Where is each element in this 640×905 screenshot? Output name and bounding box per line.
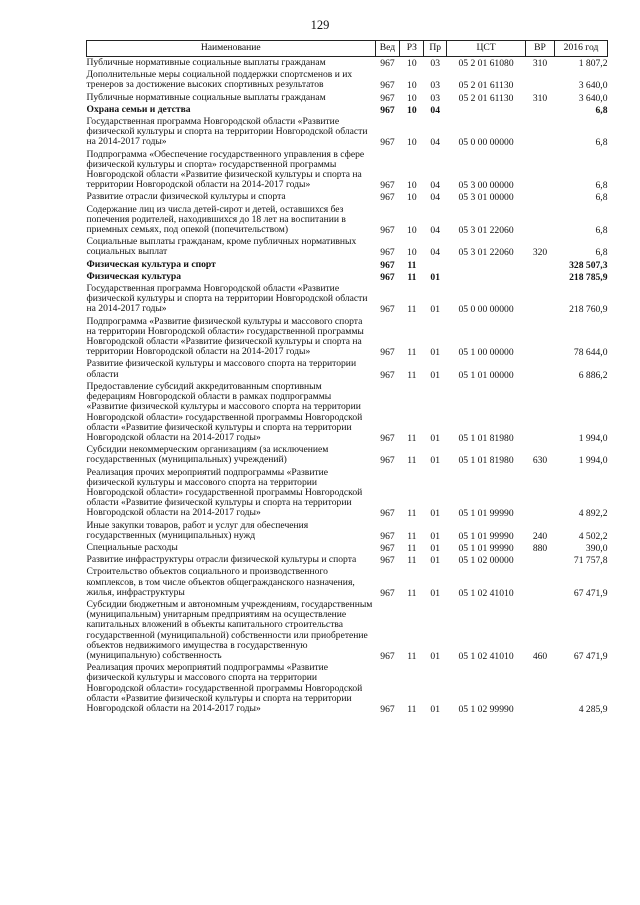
- table-row: [87, 566, 608, 599]
- cell-cst: 05 1 02 41010: [458, 650, 514, 662]
- cell-vr: [525, 149, 554, 192]
- cell-cst: 05 1 01 81980: [458, 455, 514, 467]
- table-row: [87, 191, 608, 203]
- table-row: [87, 316, 608, 359]
- table-row: [87, 542, 608, 554]
- cell-cst: 05 1 02 41010: [458, 587, 514, 599]
- cell-ved: 967: [380, 225, 395, 237]
- cell-vr: [525, 104, 554, 116]
- cell-pr: 04: [430, 192, 440, 204]
- cell-name: Содержание лиц из числа детей-сирот и детей, оставшихся без попечения родителей, находившихся до 18 лет на воспитании в приемных семьях, под опекой (попечительством): [86, 203, 346, 236]
- cell-ved: 967: [380, 247, 395, 259]
- table-row: [87, 381, 608, 444]
- cell-cst: [447, 259, 526, 271]
- cell-cst: [447, 271, 526, 283]
- cell-cst: 05 1 01 99990: [458, 530, 514, 542]
- cell-vr: 320: [532, 247, 548, 259]
- cell-pr: 01: [430, 271, 440, 283]
- cell-rz: 11: [407, 369, 417, 381]
- cell-vr: 240: [532, 530, 548, 542]
- cell-name: Социальные выплаты гражданам, кроме публичных нормативных социальных выплат: [86, 236, 357, 258]
- table-row: [87, 520, 608, 542]
- cell-vr: [525, 283, 554, 316]
- cell-pr: 04: [430, 225, 440, 237]
- cell-sum: 1 807,2: [578, 58, 608, 69]
- cell-sum: 6,8: [595, 104, 608, 116]
- cell-name: Публичные нормативные социальные выплаты гражданам: [86, 57, 326, 68]
- cell-pr: 01: [430, 703, 440, 715]
- cell-name: Специальные расходы: [86, 541, 178, 553]
- cell-rz: 11: [407, 542, 417, 554]
- cell-rz: 11: [407, 455, 417, 467]
- cell-ved: 967: [380, 432, 395, 444]
- cell-sum: 67 471,9: [573, 650, 608, 662]
- cell-sum: 6,8: [595, 247, 608, 259]
- header-ved: Вед: [375, 41, 400, 57]
- cell-cst: 05 2 01 61080: [458, 58, 514, 69]
- header-rz: РЗ: [400, 41, 424, 57]
- cell-ved: 967: [380, 455, 395, 467]
- cell-rz: 11: [407, 587, 417, 599]
- cell-rz: 11: [407, 432, 417, 444]
- cell-sum: 218 760,9: [569, 304, 608, 316]
- cell-pr: 03: [430, 80, 440, 92]
- cell-pr: 04: [430, 247, 440, 259]
- cell-sum: 6,8: [595, 192, 608, 204]
- cell-cst: [447, 104, 526, 116]
- cell-ved: 967: [380, 104, 395, 116]
- table-row: [87, 358, 608, 380]
- cell-rz: 10: [407, 58, 417, 69]
- cell-name: Охрана семьи и детства: [86, 103, 191, 115]
- cell-rz: 11: [407, 271, 417, 283]
- cell-cst: 05 3 00 00000: [458, 180, 514, 192]
- cell-name: Субсидии бюджетным и автономным учреждениям, государственным (муниципальным) унитарным предприятиям на осуществление капитальных вложений в объекты капитального строительства государственной (муниципальной) собственности или приобретение объектов недвижимого имущества в государственную (муниципальную) собственность: [86, 598, 373, 661]
- cell-sum: 71 757,8: [573, 555, 608, 567]
- cell-pr: 03: [430, 92, 440, 104]
- cell-cst: 05 3 01 22060: [458, 247, 514, 259]
- table-row: [87, 149, 608, 192]
- cell-vr: 630: [532, 455, 548, 467]
- cell-ved: 967: [380, 92, 395, 104]
- table-header: [87, 41, 608, 57]
- cell-rz: 10: [407, 104, 417, 116]
- cell-name: Государственная программа Новгородской области «Развитие физической культуры и спорта на территории Новгородской области на 2014-2017 годы»: [86, 116, 368, 148]
- cell-cst: 05 1 02 99990: [458, 703, 514, 715]
- cell-vr: [525, 554, 554, 566]
- table-row: [87, 69, 608, 91]
- cell-sum: 218 785,9: [569, 271, 608, 283]
- cell-rz: 11: [407, 703, 417, 715]
- cell-sum: 78 644,0: [573, 347, 608, 359]
- cell-ved: 967: [380, 58, 395, 69]
- cell-cst: 05 1 01 99990: [458, 508, 514, 520]
- cell-cst: 05 2 01 61130: [458, 80, 514, 92]
- table-row: [87, 467, 608, 520]
- cell-sum: 67 471,9: [573, 587, 608, 599]
- cell-name: Иные закупки товаров, работ и услуг для обеспечения государственных (муниципальных) нужд: [86, 519, 309, 541]
- header-vr: ВР: [525, 41, 554, 57]
- cell-ved: 967: [380, 542, 395, 554]
- cell-ved: 967: [380, 347, 395, 359]
- table-row: [87, 662, 608, 715]
- cell-name: Развитие отрасли физической культуры и спорта: [86, 191, 286, 203]
- cell-sum: 1 994,0: [578, 432, 608, 444]
- cell-cst: 05 1 01 81980: [458, 432, 514, 444]
- cell-rz: 10: [407, 92, 417, 104]
- page-number: 129: [310, 18, 330, 32]
- cell-name: Реализация прочих мероприятий подпрограммы «Развитие физической культуры и массового спорта на территории Новгородской области» государственной программы Новгородской области «Развитие физической культуры и спорта на территории Новгородской области на 2014-2017 годы»: [86, 662, 363, 714]
- cell-vr: [525, 467, 554, 520]
- cell-ved: 967: [380, 192, 395, 204]
- cell-vr: 460: [532, 650, 548, 662]
- table-row: [87, 104, 608, 116]
- cell-pr: 01: [430, 508, 440, 520]
- cell-ved: 967: [380, 508, 395, 520]
- table-row: [87, 57, 608, 70]
- cell-name: Развитие физической культуры и массового спорта на территории области: [86, 358, 357, 380]
- cell-pr: 01: [430, 530, 440, 542]
- cell-cst: 05 0 00 00000: [458, 137, 514, 149]
- cell-name: Субсидии некоммерческим организациям (за исключением государственных (муниципальных) учреждений): [86, 444, 329, 466]
- cell-rz: 11: [407, 347, 417, 359]
- cell-sum: 390,0: [585, 542, 608, 554]
- cell-rz: 10: [407, 80, 417, 92]
- cell-vr: [525, 204, 554, 237]
- cell-sum: 6,8: [595, 225, 608, 237]
- cell-cst: 05 3 01 00000: [458, 192, 514, 204]
- cell-cst: 05 1 02 00000: [458, 555, 514, 567]
- cell-name: Физическая культура: [86, 270, 182, 282]
- cell-sum: 1 994,0: [578, 455, 608, 467]
- table-row: [87, 599, 608, 662]
- cell-ved: 967: [380, 304, 395, 316]
- table-row: [87, 92, 608, 104]
- cell-ved: 967: [380, 271, 395, 283]
- cell-vr: [525, 271, 554, 283]
- table-row: [87, 204, 608, 237]
- cell-cst: 05 1 01 99990: [458, 542, 514, 554]
- header-sum: 2016 год: [555, 41, 608, 57]
- cell-cst: 05 1 01 00000: [458, 369, 514, 381]
- cell-ved: 967: [380, 80, 395, 92]
- cell-sum: 4 892,2: [578, 508, 608, 520]
- cell-pr: 01: [430, 650, 440, 662]
- cell-rz: 11: [407, 555, 417, 567]
- cell-ved: 967: [380, 369, 395, 381]
- cell-name: Физическая культура и спорт: [86, 258, 216, 270]
- cell-rz: 10: [407, 247, 417, 259]
- table-row: [87, 271, 608, 283]
- table-body: [87, 57, 608, 716]
- budget-table: [86, 40, 608, 715]
- cell-pr: 01: [430, 432, 440, 444]
- cell-pr: 01: [430, 587, 440, 599]
- cell-vr: [525, 191, 554, 203]
- cell-sum: 4 285,9: [578, 703, 608, 715]
- cell-pr: 01: [430, 542, 440, 554]
- cell-vr: [525, 259, 554, 271]
- table-row: [87, 444, 608, 466]
- cell-sum: 6,8: [595, 137, 608, 149]
- cell-pr: [424, 259, 447, 271]
- cell-sum: 3 640,0: [578, 92, 608, 104]
- cell-pr: 03: [430, 58, 440, 69]
- cell-rz: 11: [407, 259, 417, 271]
- cell-name: Предоставление субсидий аккредитованным спортивным федерациям Новгородской области в рамках подпрограммы «Развитие физической культуры и массового спорта на территории Новгородской области» государственной программы Новгородской области «Развитие физической культуры и спорта на территории Новгородской области на 2014-2017 годы»: [86, 380, 363, 443]
- cell-rz: 10: [407, 180, 417, 192]
- header-pr: Пр: [424, 41, 447, 57]
- cell-ved: 967: [380, 555, 395, 567]
- cell-cst: 05 3 01 22060: [458, 225, 514, 237]
- cell-rz: 11: [407, 650, 417, 662]
- cell-ved: 967: [380, 530, 395, 542]
- cell-cst: 05 0 00 00000: [458, 304, 514, 316]
- cell-rz: 11: [407, 508, 417, 520]
- table-row: [87, 259, 608, 271]
- cell-pr: 01: [430, 555, 440, 567]
- cell-ved: 967: [380, 259, 395, 271]
- cell-pr: 04: [430, 137, 440, 149]
- cell-vr: 880: [532, 542, 548, 554]
- cell-vr: [525, 566, 554, 599]
- table-row: [87, 554, 608, 566]
- cell-vr: [525, 69, 554, 91]
- cell-sum: 6,8: [595, 180, 608, 192]
- cell-vr: [525, 116, 554, 149]
- cell-pr: 04: [430, 180, 440, 192]
- cell-vr: 310: [532, 58, 548, 69]
- cell-cst: 05 2 01 61130: [458, 92, 514, 104]
- cell-ved: 967: [380, 180, 395, 192]
- cell-rz: 11: [407, 304, 417, 316]
- cell-rz: 10: [407, 137, 417, 149]
- table-row: [87, 116, 608, 149]
- cell-name: Строительство объектов социального и производственного комплексов, в том числе объектов общегражданского назначения, жилья, инфраструктуры: [86, 566, 355, 598]
- cell-name: Публичные нормативные социальные выплаты гражданам: [86, 91, 326, 103]
- cell-ved: 967: [380, 650, 395, 662]
- table-row: [87, 236, 608, 258]
- cell-name: Государственная программа Новгородской области «Развитие физической культуры и спорта на территории Новгородской области на 2014-2017 годы»: [86, 283, 368, 315]
- cell-ved: 967: [380, 703, 395, 715]
- cell-pr: 04: [430, 104, 440, 116]
- cell-pr: 01: [430, 347, 440, 359]
- cell-ved: 967: [380, 137, 395, 149]
- cell-vr: [525, 316, 554, 359]
- cell-pr: 01: [430, 304, 440, 316]
- cell-name: Реализация прочих мероприятий подпрограммы «Развитие физической культуры и массового спорта на территории Новгородской области» государственной программы Новгородской области «Развитие физической культуры и спорта на территории Новгородской области на 2014-2017 годы»: [86, 466, 363, 519]
- cell-cst: 05 1 00 00000: [458, 347, 514, 359]
- cell-vr: [525, 381, 554, 444]
- cell-sum: 3 640,0: [578, 80, 608, 92]
- cell-sum: 4 502,2: [578, 530, 608, 542]
- cell-pr: 01: [430, 455, 440, 467]
- header-cst: ЦСТ: [447, 41, 526, 57]
- cell-rz: 10: [407, 192, 417, 204]
- cell-name: Подпрограмма «Развитие физической культуры и массового спорта на территории Новгородской области» государственной программы Новгородской области «Развитие физической культуры и спорта на территории Новгородской области на 2014-2017 годы»: [86, 315, 364, 358]
- cell-name: Дополнительные меры социальной поддержки спортсменов и их тренеров за достижение высоких спортивных результатов: [86, 69, 353, 91]
- cell-sum: 6 886,2: [578, 369, 608, 381]
- cell-pr: 01: [430, 369, 440, 381]
- cell-vr: [525, 662, 554, 715]
- cell-rz: 10: [407, 225, 417, 237]
- cell-name: Подпрограмма «Обеспечение государственного управления в сфере физической культуры и спорта» государственной программы Новгородской области «Развитие физической культуры и спорта на территории Новгородской области на 2014-2017 годы»: [86, 148, 365, 191]
- table-row: [87, 283, 608, 316]
- cell-rz: 11: [407, 530, 417, 542]
- header-name: Наименование: [87, 41, 376, 57]
- cell-vr: 310: [532, 92, 548, 104]
- cell-vr: [525, 358, 554, 380]
- cell-ved: 967: [380, 587, 395, 599]
- cell-sum: 328 507,3: [569, 259, 608, 271]
- cell-name: Развитие инфраструктуры отрасли физической культуры и спорта: [86, 554, 357, 566]
